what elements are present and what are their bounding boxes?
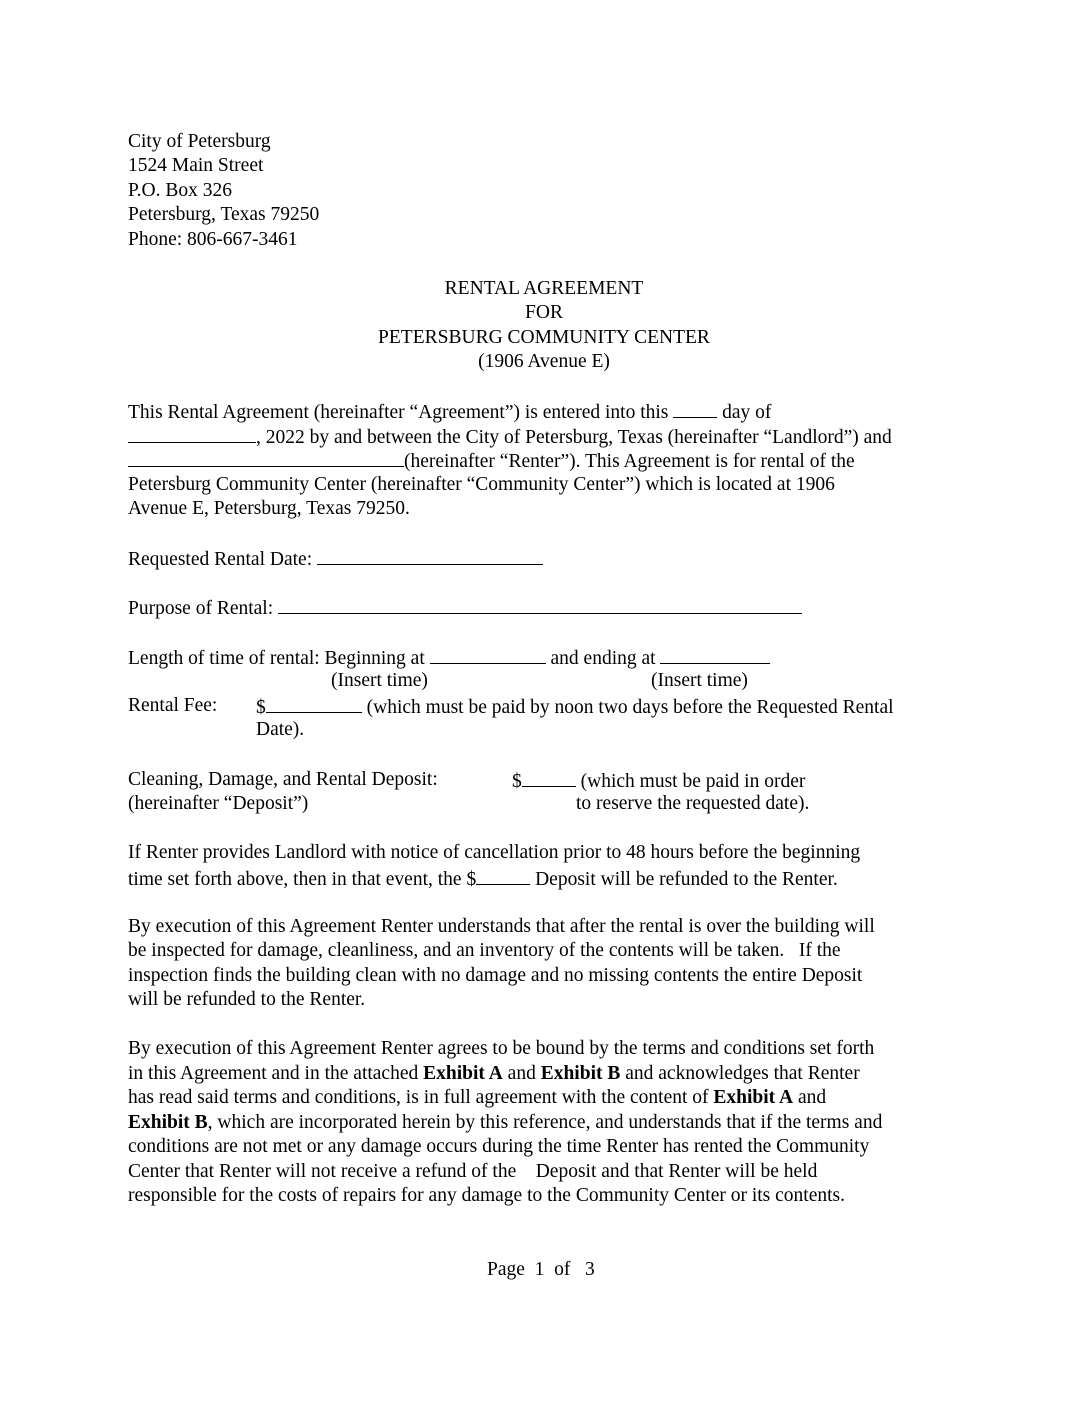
title-line-3: PETERSBURG COMMUNITY CENTER [378, 327, 710, 348]
length-label: Length of time of rental: Beginning at [128, 648, 430, 669]
insert-time-hint-1: (Insert time) [331, 670, 428, 691]
intro-line-1 [128, 399, 771, 425]
terms-line-5: conditions are not met or any damage occurs during the time Renter has rented the Community [128, 1136, 870, 1157]
terms-text: and [502, 1063, 541, 1084]
terms-line-6: Center that Renter will not receive a refund of the Deposit and that Renter will be held [128, 1161, 818, 1182]
fee-text: (which must be paid by noon two days before the Requested Rental [361, 697, 894, 718]
agreement-day-blank[interactable] [673, 399, 717, 418]
exhibit-a-ref: Exhibit A [713, 1087, 794, 1108]
intro-line-5: Avenue E, Petersburg, Texas 79250. [128, 498, 410, 519]
address-line-5: Phone: 806-667-3461 [128, 229, 298, 250]
cancel-text: Deposit will be refunded to the Renter. [530, 869, 838, 890]
deposit-label: Cleaning, Damage, and Rental Deposit: [128, 769, 438, 790]
requested-date-label: Requested Rental Date: [128, 549, 317, 570]
deposit-dollar: $ [512, 771, 522, 792]
cancel-deposit-blank[interactable] [476, 866, 530, 885]
purpose-blank[interactable] [278, 595, 802, 614]
intro-line-3 [128, 448, 855, 474]
exhibit-b-ref: Exhibit B [128, 1112, 208, 1133]
inspection-line-3: inspection finds the building clean with no damage and no missing contents the entire Deposit [128, 965, 863, 986]
address-line-3: P.O. Box 326 [128, 180, 233, 201]
terms-text: and acknowledges that Renter [620, 1063, 860, 1084]
terms-text: , which are incorporated herein by this reference, and understands that if the terms and [207, 1112, 883, 1133]
exhibit-b-ref: Exhibit B [540, 1063, 621, 1084]
requested-date-row [128, 546, 543, 572]
requested-date-blank[interactable] [317, 546, 543, 565]
address-line-1: City of Petersburg [128, 131, 271, 152]
deposit-label-2: (hereinafter “Deposit”) [128, 793, 309, 814]
intro-line-2 [128, 424, 892, 450]
fee-amount-blank[interactable] [266, 694, 362, 713]
inspection-line-4: will be refunded to the Renter. [128, 989, 366, 1010]
terms-text: in this Agreement and in the attached [128, 1063, 424, 1084]
purpose-row [128, 595, 802, 621]
cancel-line-1: If Renter provides Landlord with notice of cancellation prior to 48 hours before the beginning [128, 842, 861, 863]
cancel-line-2 [128, 866, 838, 892]
terms-line-4 [128, 1111, 882, 1135]
cancel-text: time set forth above, then in that event, the $ [128, 869, 477, 890]
end-time-blank[interactable] [660, 645, 770, 664]
agreement-month-blank[interactable] [128, 424, 256, 443]
address-line-4: Petersburg, Texas 79250 [128, 204, 320, 225]
terms-line-3 [128, 1086, 826, 1110]
terms-line-1: By execution of this Agreement Renter agrees to be bound by the terms and conditions set forth [128, 1038, 875, 1059]
title-line-2: FOR [525, 302, 563, 323]
intro-text: (hereinafter “Renter”). This Agreement is for rental of the [404, 451, 855, 472]
deposit-text-2: to reserve the requested date). [576, 793, 810, 814]
inspection-line-2: be inspected for damage, cleanliness, and an inventory of the contents will be taken. If the [128, 940, 841, 961]
fee-row [256, 694, 894, 720]
renter-name-blank[interactable] [128, 448, 404, 467]
fee-dollar: $ [256, 697, 266, 718]
purpose-label: Purpose of Rental: [128, 598, 279, 619]
length-row [128, 645, 770, 671]
terms-text: and [793, 1087, 827, 1108]
terms-line-7: responsible for the costs of repairs for any damage to the Community Center or its contents. [128, 1185, 845, 1206]
inspection-line-1: By execution of this Agreement Renter understands that after the rental is over the building will [128, 916, 875, 937]
fee-text-2: Date). [256, 719, 305, 740]
length-mid-label: and ending at [545, 648, 661, 669]
terms-line-2 [128, 1062, 860, 1086]
begin-time-blank[interactable] [430, 645, 546, 664]
terms-text: has read said terms and conditions, is in full agreement with the content of [128, 1087, 714, 1108]
insert-time-hint-2: (Insert time) [651, 670, 748, 691]
intro-line-4: Petersburg Community Center (hereinafter “Community Center”) which is located at 1906 [128, 474, 835, 495]
intro-text: , 2022 by and between the City of Petersburg, Texas (hereinafter “Landlord”) and [256, 427, 892, 448]
intro-text: This Rental Agreement (hereinafter “Agreement”) is entered into this [128, 402, 674, 423]
title-line-4: (1906 Avenue E) [478, 351, 610, 372]
deposit-text: (which must be paid in order [575, 771, 806, 792]
deposit-amount-blank[interactable] [522, 768, 576, 787]
page-number: Page 1 of 3 [487, 1259, 595, 1280]
intro-text: day of [717, 402, 772, 423]
title-line-1: RENTAL AGREEMENT [444, 278, 644, 299]
fee-label: Rental Fee: [128, 695, 218, 716]
exhibit-a-ref: Exhibit A [423, 1063, 503, 1084]
address-line-2: 1524 Main Street [128, 155, 264, 176]
deposit-row [512, 768, 805, 794]
